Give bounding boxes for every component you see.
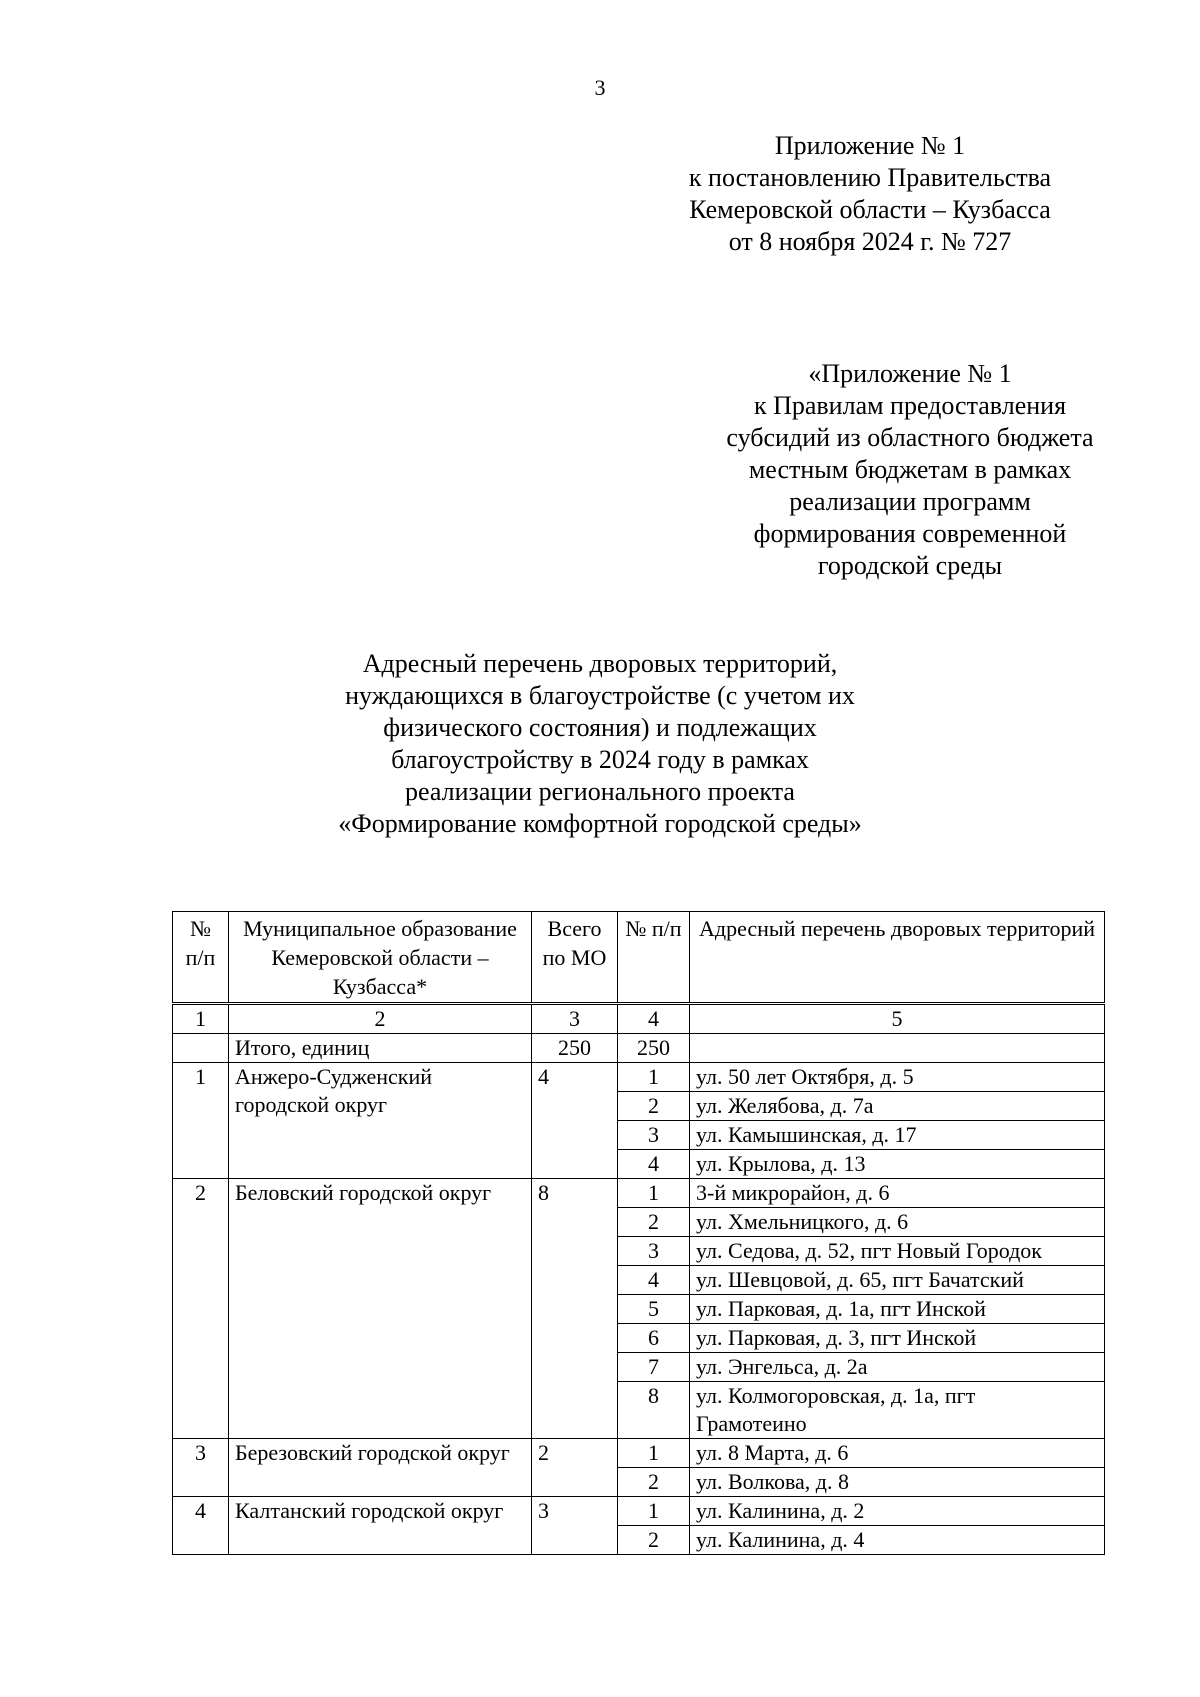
- rules-header-line: к Правилам предоставления: [753, 391, 1067, 420]
- appendix-header-line: Приложение № 1: [774, 131, 966, 160]
- address-text: ул. Парковая, д. 3, пгт Инской: [690, 1324, 1105, 1353]
- municipality-name: Анжеро-Судженский городской округ: [229, 1063, 532, 1179]
- column-number: 4: [618, 1004, 690, 1034]
- address-number: 4: [618, 1150, 690, 1179]
- municipality-total: 8: [532, 1179, 618, 1439]
- address-text: ул. Седова, д. 52, пгт Новый Городок: [690, 1237, 1105, 1266]
- header-address-number: № п/п: [618, 912, 690, 1004]
- address-number: 5: [618, 1295, 690, 1324]
- address-number: 1: [618, 1179, 690, 1208]
- appendix-header-line: от 8 ноября 2024 г. № 727: [728, 227, 1012, 256]
- address-text: ул. Энгельса, д. 2а: [690, 1353, 1105, 1382]
- address-number: 7: [618, 1353, 690, 1382]
- address-text: ул. Шевцовой, д. 65, пгт Бачатский: [690, 1266, 1105, 1295]
- header-row-number: № п/п: [173, 912, 229, 1004]
- appendix-header-line: Кемеровской области – Кузбасса: [689, 195, 1051, 224]
- total-empty-cell: [173, 1034, 229, 1063]
- address-number: 2: [618, 1468, 690, 1497]
- address-number: 8: [618, 1382, 690, 1439]
- address-number: 3: [618, 1237, 690, 1266]
- address-number: 1: [618, 1063, 690, 1092]
- header-mo-total: Всего по МО: [532, 912, 618, 1004]
- document-title-line: нуждающихся в благоустройстве (с учетом их: [345, 681, 855, 710]
- address-text: ул. Парковая, д. 1а, пгт Инской: [690, 1295, 1105, 1324]
- column-number-row: [173, 1004, 1105, 1034]
- municipality-name: Березовский городской округ: [229, 1439, 532, 1497]
- group-number: 3: [173, 1439, 229, 1497]
- document-title: [300, 648, 900, 840]
- total-row: [173, 1034, 1105, 1063]
- address-number: 2: [618, 1208, 690, 1237]
- address-text: ул. Калинина, д. 4: [690, 1526, 1105, 1555]
- address-number: 1: [618, 1497, 690, 1526]
- table-row: [173, 1063, 1105, 1092]
- document-title-line: Адресный перечень дворовых территорий,: [362, 649, 838, 678]
- municipality-total: 2: [532, 1439, 618, 1497]
- appendix-header: [660, 130, 1080, 258]
- document-title-line: физического состояния) и подлежащих: [383, 713, 817, 742]
- address-text: ул. Камышинская, д. 17: [690, 1121, 1105, 1150]
- table-row: [173, 1179, 1105, 1208]
- municipality-name: Калтанский городской округ: [229, 1497, 532, 1555]
- address-number: 2: [618, 1092, 690, 1121]
- rules-header-line: городской среды: [817, 551, 1003, 580]
- page-number: 3: [594, 75, 606, 100]
- rules-header-line: «Приложение № 1: [808, 359, 1012, 388]
- address-text: ул. Волкова, д. 8: [690, 1468, 1105, 1497]
- address-text: ул. Хмельницкого, д. 6: [690, 1208, 1105, 1237]
- address-number: 1: [618, 1439, 690, 1468]
- table-row: [173, 1439, 1105, 1468]
- group-number: 4: [173, 1497, 229, 1555]
- rules-header-line: местным бюджетам в рамках: [748, 455, 1072, 484]
- municipality-total: 3: [532, 1497, 618, 1555]
- table-row: [173, 1497, 1105, 1526]
- column-number: 3: [532, 1004, 618, 1034]
- group-number: 2: [173, 1179, 229, 1439]
- address-text: ул. 50 лет Октября, д. 5: [690, 1063, 1105, 1092]
- address-text: 3-й микрорайон, д. 6: [690, 1179, 1105, 1208]
- document-title-line: реализации регионального проекта: [405, 777, 795, 806]
- address-text: ул. Калинина, д. 2: [690, 1497, 1105, 1526]
- address-text: ул. Крылова, д. 13: [690, 1150, 1105, 1179]
- table-header-row: [173, 912, 1105, 1004]
- group-number: 1: [173, 1063, 229, 1179]
- total-mo-count: 250: [532, 1034, 618, 1063]
- header-municipality: Муниципальное образование Кемеровской области – Кузбасса*: [229, 912, 532, 1004]
- column-number: 2: [229, 1004, 532, 1034]
- rules-header-line: формирования современной: [753, 519, 1067, 548]
- header-address-list: Адресный перечень дворовых территорий: [690, 912, 1105, 1004]
- address-number: 2: [618, 1526, 690, 1555]
- rules-header-line: субсидий из областного бюджета: [726, 423, 1094, 452]
- address-text: ул. 8 Марта, д. 6: [690, 1439, 1105, 1468]
- document-title-line: «Формирование комфортной городской среды»: [338, 809, 862, 838]
- address-table: [172, 911, 1105, 1555]
- address-number: 3: [618, 1121, 690, 1150]
- address-text: ул. Желябова, д. 7а: [690, 1092, 1105, 1121]
- rules-header: [690, 358, 1130, 582]
- address-number: 6: [618, 1324, 690, 1353]
- total-address-count: 250: [618, 1034, 690, 1063]
- document-title-line: благоустройству в 2024 году в рамках: [391, 745, 809, 774]
- appendix-header-line: к постановлению Правительства: [688, 163, 1052, 192]
- rules-header-line: реализации программ: [789, 487, 1031, 516]
- municipality-total: 4: [532, 1063, 618, 1179]
- column-number: 1: [173, 1004, 229, 1034]
- municipality-name: Беловский городской округ: [229, 1179, 532, 1439]
- total-label: Итого, единиц: [229, 1034, 532, 1063]
- total-empty-cell: [690, 1034, 1105, 1063]
- address-number: 4: [618, 1266, 690, 1295]
- column-number: 5: [690, 1004, 1105, 1034]
- address-text: ул. Колмогоровская, д. 1а, пгт Грамотеино: [690, 1382, 1105, 1439]
